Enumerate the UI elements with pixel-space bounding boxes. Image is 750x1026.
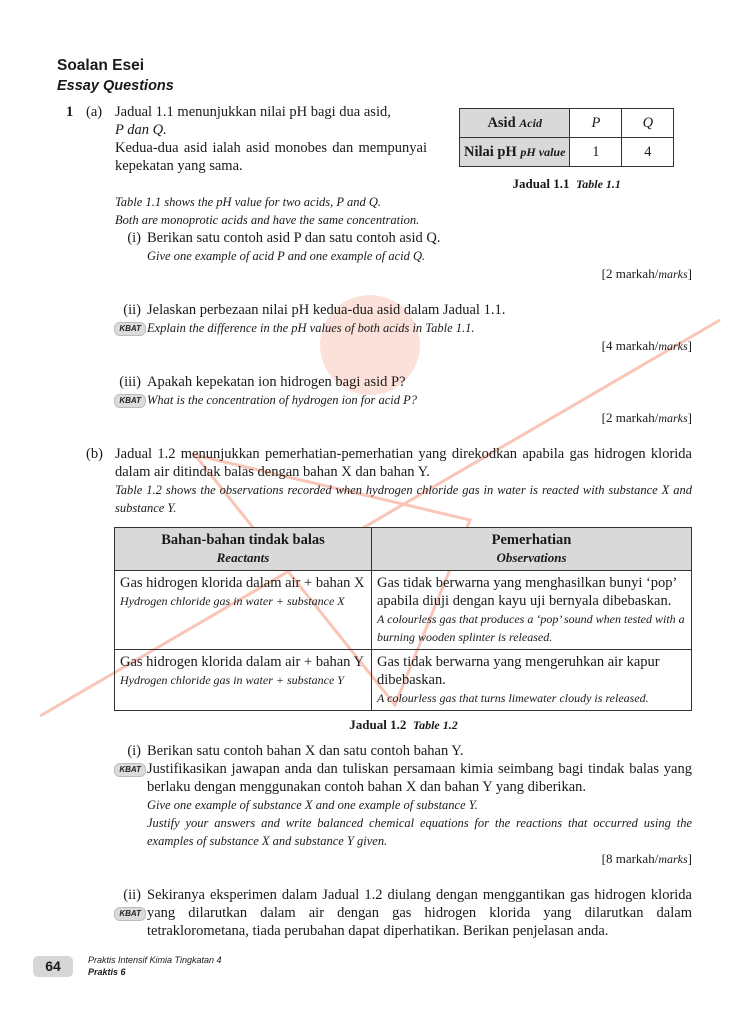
part-a-ii-text: Jelaskan perbezaan nilai pH kedua-dua asid dalam Jadual 1.1. [147, 302, 506, 318]
table-1-2: Bahan-bahan tindak balas Reactants Pemerhatian Observations Gas hidrogen klorida dalam air + bahan X Hydrogen chloride gas in water + substance X Gas tidak berwarna yang menghasilkan bunyi ‘pop’ apabila diuji dengan kayu uji bernyala dibebaskan. A colourless gas that produces a ‘pop’ sound when tested with a burning wooden splinter is released. Gas hidrogen klorida dalam air + bahan Y Hydrogen chloride gas in water + substance Y Gas tidak berwarna yang mengeruhkan air kapur dibebaskan. A colourless gas that turns limewater cloudy is released. [114, 527, 692, 711]
table-row: Gas hidrogen klorida dalam air + bahan Y Hydrogen chloride gas in water + substance Y Gas tidak berwarna yang mengeruhkan air kapur dibebaskan. A colourless gas that turns limewater cloudy is released. [115, 650, 692, 711]
part-b-en: Table 1.2 shows the observations recorded when hydrogen chloride gas in water is reacted with substance X and substance Y. [115, 483, 692, 515]
marks-a-ii: [4 markah/marks] [601, 338, 692, 353]
table-1-1-caption: Jadual 1.1 Table 1.1 [512, 176, 621, 191]
book-title: Praktis Intensif Kimia Tingkatan 4 [88, 955, 222, 965]
part-a-iii-text: Apakah kepekatan ion hidrogen bagi asid P? [147, 374, 406, 390]
kbat-badge: KBAT [114, 907, 146, 921]
part-a-i [107, 229, 692, 265]
table-1-1: Asid Acid P Q Nilai pH pH value 1 4 [459, 108, 674, 167]
part-b-i-en2: Justify your answers and write balanced chemical equations for the reactions that occurred using the examples of substance X and substance Y given. [147, 816, 692, 848]
part-b-ii-text: Sekiranya eksperimen dalam Jadual 1.2 diulang dengan menggantikan gas hidrogen klorida yang dilarutkan dalam air dengan gas hidrogen klorida yang dilarutkan dalam tetraklorometana, tiada perubahan dapat diperhatikan. Berikan penjelasan anda. [147, 887, 692, 939]
section-subtitle: Essay Questions [57, 78, 174, 94]
table-row: Gas hidrogen klorida dalam air + bahan X Hydrogen chloride gas in water + substance X Gas tidak berwarna yang menghasilkan bunyi ‘pop’ apabila diuji dengan kayu uji bernyala dibebaskan. A colourless gas that produces a ‘pop’ sound when tested with a burning wooden splinter is released. [115, 571, 692, 650]
part-b-i [107, 742, 692, 850]
question-number: 1 [66, 104, 74, 120]
section-name: Praktis 6 [88, 967, 126, 977]
part-a-iii-label: (iii) [119, 374, 141, 390]
part-a [86, 103, 692, 427]
kbat-badge: KBAT [114, 322, 146, 336]
part-b-ii [107, 886, 692, 940]
kbat-badge: KBAT [114, 763, 146, 777]
marks-b-i: [8 markah/marks] [601, 851, 692, 866]
part-b-i-label: (i) [127, 743, 141, 759]
section-title: Soalan Esei [57, 57, 145, 74]
marks-a-i: [2 markah/marks] [601, 266, 692, 281]
marks-a-iii: [2 markah/marks] [601, 410, 692, 425]
part-b-i-en1: Give one example of substance X and one example of substance Y. [147, 798, 478, 812]
part-a-ii-en: Explain the difference in the pH values of both acids in Table 1.1. [147, 321, 475, 335]
question-1 [57, 103, 692, 940]
part-b-i-text1: Berikan satu contoh bahan X dan satu contoh bahan Y. [147, 743, 464, 759]
part-b-i-text2: Justifikasikan jawapan anda dan tuliskan persamaan kimia seimbang bagi tindak balas yang berlaku dengan menggunakan contoh bahan X dan bahan Y yang diberikan. [147, 761, 692, 795]
part-a-text: Jadual 1.1 menunjukkan nilai pH bagi dua asid, P dan Q. Kedua-dua asid ialah asid monobes dan mempunyai kepekatan yang sama. [115, 104, 427, 174]
part-b-label: (b) [86, 446, 103, 462]
part-a-ii-label: (ii) [123, 302, 141, 318]
page-number: 64 [33, 956, 73, 977]
table-1-1-wrap [459, 108, 674, 193]
part-a-en2: Both are monoprotic acids and have the same concentration. [115, 213, 420, 227]
kbat-badge: KBAT [114, 394, 146, 408]
part-b-ii-label: (ii) [123, 887, 141, 903]
footer [33, 954, 692, 978]
part-a-i-en: Give one example of acid P and one example of acid Q. [147, 249, 426, 263]
part-b [86, 445, 692, 940]
part-a-ii [107, 301, 692, 337]
table-1-2-caption: Jadual 1.2 Table 1.2 [349, 717, 458, 732]
part-a-i-text: Berikan satu contoh asid P dan satu contoh asid Q. [147, 230, 441, 246]
part-a-iii [107, 373, 692, 409]
part-a-label: (a) [86, 104, 103, 120]
part-b-text: Jadual 1.2 menunjukkan pemerhatian-pemerhatian yang direkodkan apabila gas hidrogen klorida dalam air ditindak balas dengan bahan X dan bahan Y. [115, 446, 692, 480]
part-a-iii-en: What is the concentration of hydrogen ion for acid P? [147, 393, 417, 407]
part-a-en1: Table 1.1 shows the pH value for two acids, P and Q. [115, 195, 381, 209]
part-a-i-label: (i) [127, 230, 141, 246]
